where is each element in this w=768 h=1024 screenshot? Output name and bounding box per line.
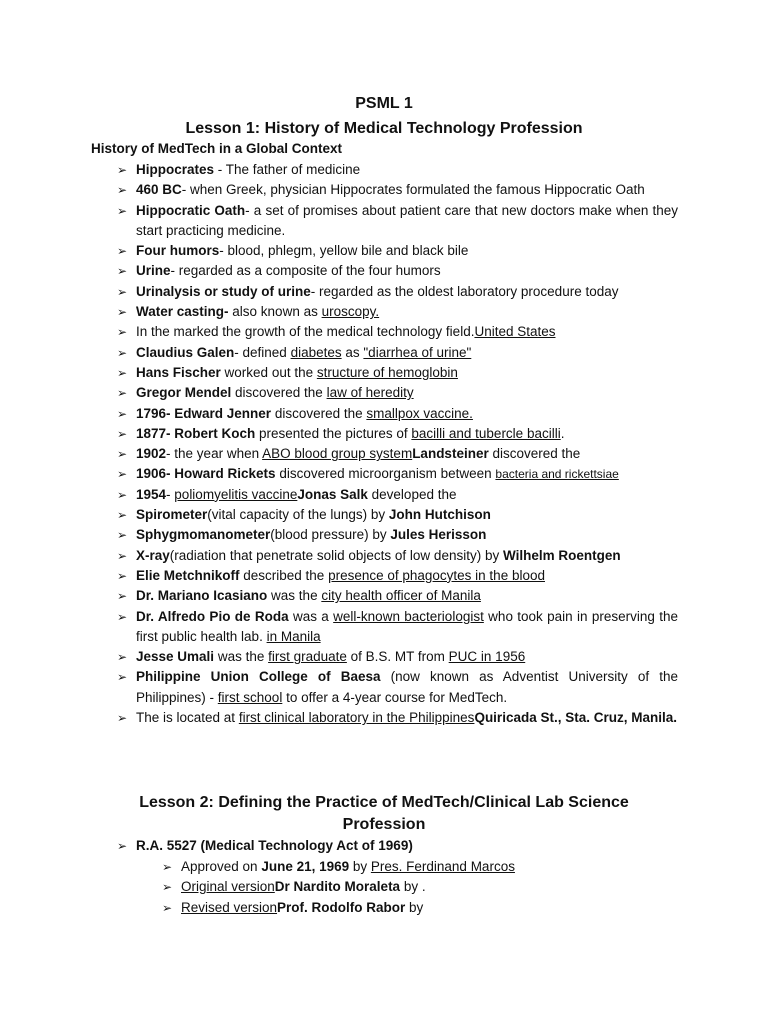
bold-term: Jonas Salk — [297, 486, 368, 502]
item-text: by — [349, 859, 371, 874]
arrowhead-bullet-icon: ➢ — [117, 284, 128, 299]
bold-term: Landsteiner — [412, 446, 489, 462]
item-text: discovered microorganism between — [275, 466, 496, 482]
arrowhead-bullet-icon: ➢ — [117, 305, 128, 320]
item-text: also known as — [228, 304, 322, 320]
item-text: marked the growth of the medical technology field. — [173, 324, 475, 340]
arrowhead-bullet-icon: ➢ — [162, 880, 173, 895]
item-text: - regarded as the oldest laboratory procedure today — [310, 283, 619, 299]
underlined-text: city health officer of Manila — [321, 588, 481, 604]
item-text: - — [166, 486, 175, 502]
arrowhead-bullet-icon: ➢ — [117, 589, 128, 604]
arrowhead-bullet-icon: ➢ — [162, 900, 173, 915]
bold-term: 1902 — [136, 446, 167, 462]
list-item — [117, 343, 678, 363]
item-text: was a — [288, 608, 334, 624]
bold-term: Jules Herisson — [390, 527, 487, 543]
arrowhead-bullet-icon: ➢ — [117, 711, 128, 726]
list-item — [117, 505, 678, 525]
item-text: presented the pictures of — [255, 425, 412, 441]
bold-term: Water casting- — [136, 304, 229, 320]
list-item — [117, 708, 678, 728]
arrowhead-bullet-icon: ➢ — [117, 406, 128, 421]
bold-term: Urine — [136, 263, 171, 279]
list-item — [117, 404, 678, 424]
bold-term: Urinalysis or study of urine — [136, 283, 311, 299]
arrowhead-bullet-icon: ➢ — [117, 163, 128, 177]
arrowhead-bullet-icon: ➢ — [117, 365, 128, 380]
bold-term: Claudius Galen — [136, 344, 235, 360]
underlined-text: law of heredity — [326, 385, 414, 401]
list-item — [117, 160, 678, 180]
list-item — [117, 647, 678, 667]
underlined-text: diabetes — [290, 344, 342, 360]
underlined-text: uroscopy. — [321, 304, 380, 320]
lesson2-list — [117, 836, 678, 856]
item-text: is located at — [163, 710, 239, 726]
list-item — [117, 444, 678, 464]
bold-term: Dr. Mariano Icasiano — [136, 588, 268, 604]
list-item — [117, 607, 678, 648]
lesson2-title: Lesson 2: Defining the Practice of MedTech/Clinical Lab Science Profession — [139, 794, 629, 833]
bold-term: June 21, 1969 — [261, 859, 350, 874]
bold-term: Quiricada St., Sta. Cruz, Manila. — [474, 710, 677, 726]
underlined-text: smallpox vaccine. — [366, 405, 473, 421]
underlined-text: poliomyelitis vaccine — [174, 486, 298, 502]
item-text: (radiation that penetrate solid objects of low density) by — [169, 547, 503, 563]
section-title: History of MedTech in a Global Context — [91, 141, 343, 156]
arrowhead-bullet-icon: ➢ — [117, 183, 128, 198]
bold-term: Jesse Umali — [136, 649, 215, 665]
bold-term: Elie Metchnikoff — [136, 567, 240, 583]
list-item — [117, 322, 678, 342]
item-text: - the year when — [166, 446, 263, 462]
underlined-text: structure of hemoglobin — [316, 364, 458, 380]
list-item — [117, 241, 678, 261]
arrowhead-bullet-icon: ➢ — [117, 487, 128, 502]
bold-term: Spirometer — [136, 507, 208, 523]
bold-term: Prof. Rodolfo Rabor — [277, 899, 406, 915]
underlined-text: United States — [474, 324, 556, 340]
underlined-text: PUC in 1956 — [448, 649, 526, 665]
list-item — [117, 525, 678, 545]
arrowhead-bullet-icon: ➢ — [117, 670, 128, 685]
item-text: as — [341, 344, 364, 360]
item-text: worked out the — [220, 364, 317, 380]
bold-term: Hippocrates — [136, 162, 215, 177]
item-text: (vital capacity of the lungs) by — [207, 507, 389, 523]
list-item — [117, 464, 678, 484]
item-text: was the — [267, 588, 322, 604]
list-item — [117, 302, 678, 322]
underlined-text: first school — [217, 689, 283, 705]
list-item — [117, 383, 678, 403]
arrowhead-bullet-icon: ➢ — [162, 860, 173, 874]
underlined-text: Revised version — [181, 899, 278, 915]
item-text: - when Greek, physician Hippocrates formulated the famous Hippocratic Oath — [181, 182, 645, 198]
underlined-text: well-known bacteriologist — [333, 608, 484, 624]
item-text: In the — [136, 324, 174, 340]
item-text: (now known as Adventist University of the Philippines) - — [136, 669, 678, 705]
lesson2-sublist — [162, 857, 678, 918]
underlined-text: ABO blood group system — [262, 446, 413, 462]
underlined-text: bacilli and tubercle bacilli — [411, 425, 561, 441]
item-text: Approved on — [181, 859, 262, 874]
bold-term: Four humors — [136, 243, 220, 259]
list-item — [117, 261, 678, 281]
item-text: - a set of promises about patient care that new doctors make when they start practicing medicine. — [136, 202, 679, 238]
arrowhead-bullet-icon: ➢ — [117, 609, 128, 624]
underlined-text: "diarrhea of urine" — [363, 344, 472, 360]
item-text: was the — [214, 649, 269, 665]
arrowhead-bullet-icon: ➢ — [117, 528, 128, 543]
arrowhead-bullet-icon: ➢ — [117, 426, 128, 441]
item-text: described the — [239, 567, 329, 583]
item-text: - blood, phlegm, yellow bile and black bile — [219, 243, 469, 259]
list-item — [117, 667, 678, 708]
item-text: . — [560, 425, 565, 441]
arrowhead-bullet-icon: ➢ — [117, 203, 128, 218]
item-text: - The father of medicine — [214, 162, 361, 177]
arrowhead-bullet-icon: ➢ — [117, 548, 128, 563]
arrowhead-bullet-icon: ➢ — [117, 325, 128, 340]
list-item — [117, 566, 678, 586]
list-item — [162, 898, 678, 918]
bold-term: Sphygmomanometer — [136, 527, 271, 543]
arrowhead-bullet-icon: ➢ — [117, 508, 128, 523]
arrowhead-bullet-icon: ➢ — [117, 839, 128, 853]
arrowhead-bullet-icon: ➢ — [117, 467, 128, 482]
list-item — [117, 836, 678, 856]
list-item — [117, 363, 678, 383]
arrowhead-bullet-icon: ➢ — [117, 386, 128, 401]
underlined-text: Original version — [181, 879, 275, 895]
item-text: who took pain in preserving the first public health lab. — [136, 608, 678, 644]
list-item — [117, 282, 678, 302]
underlined-text: first clinical laboratory in the Philippines — [238, 710, 475, 726]
bold-term: Dr Nardito Moraleta — [274, 879, 401, 895]
bold-term: R.A. 5527 (Medical Technology Act of 1969) — [136, 838, 413, 853]
item-text: - regarded as a composite of the four humors — [170, 263, 441, 279]
item-text: to offer a 4-year course for MedTech. — [282, 689, 508, 705]
bold-term: Hippocratic Oath — [136, 202, 246, 218]
bold-term: 1796- Edward Jenner — [136, 405, 272, 421]
underlined-text: in Manila — [266, 628, 321, 644]
bold-term: 1877- Robert Koch — [136, 425, 256, 441]
list-item — [117, 485, 678, 505]
item-text: . — [421, 879, 426, 895]
bold-term: John Hutchison — [388, 507, 491, 523]
list-item — [117, 201, 678, 242]
item-text: discovered the — [488, 446, 581, 462]
arrowhead-bullet-icon: ➢ — [117, 568, 128, 583]
list-item — [117, 586, 678, 606]
list-item — [117, 546, 678, 566]
list-item — [162, 877, 678, 897]
underlined-text: first graduate — [268, 649, 347, 665]
item-text: of B.S. MT from — [346, 649, 449, 665]
list-item — [117, 424, 678, 444]
lesson1-list — [117, 160, 678, 728]
bold-term: X-ray — [136, 547, 170, 563]
item-text: developed the — [367, 486, 457, 502]
bold-term: Hans Fischer — [136, 364, 221, 380]
arrowhead-bullet-icon: ➢ — [117, 244, 128, 259]
bold-term: Dr. Alfredo Pio de Roda — [136, 608, 289, 624]
item-text: The — [136, 710, 164, 726]
underlined-text: bacteria and rickettsiae — [495, 467, 619, 482]
underlined-text: Pres. Ferdinand Marcos — [370, 859, 515, 874]
item-text: discovered the — [271, 405, 367, 421]
item-text: by — [405, 899, 424, 915]
arrowhead-bullet-icon: ➢ — [117, 447, 128, 462]
arrowhead-bullet-icon: ➢ — [117, 650, 128, 665]
bold-term: 460 BC — [136, 182, 182, 198]
item-text: discovered the — [231, 385, 327, 401]
list-item — [117, 180, 678, 200]
bold-term: Gregor Mendel — [136, 385, 232, 401]
item-text: (blood pressure) by — [270, 527, 391, 543]
bold-term: 1954 — [136, 486, 167, 502]
underlined-text: presence of phagocytes in the blood — [328, 567, 545, 583]
bold-term: Philippine Union College of Baesa — [136, 669, 381, 685]
course-code: PSML 1 — [355, 95, 413, 112]
arrowhead-bullet-icon: ➢ — [117, 264, 128, 279]
list-item — [162, 857, 678, 877]
item-text: - defined — [234, 344, 291, 360]
item-text: by — [400, 879, 422, 895]
bold-term: 1906- Howard Rickets — [136, 466, 276, 482]
lesson1-title: Lesson 1: History of Medical Technology Profession — [185, 120, 583, 137]
arrowhead-bullet-icon: ➢ — [117, 345, 128, 360]
bold-term: Wilhelm Roentgen — [502, 547, 621, 563]
